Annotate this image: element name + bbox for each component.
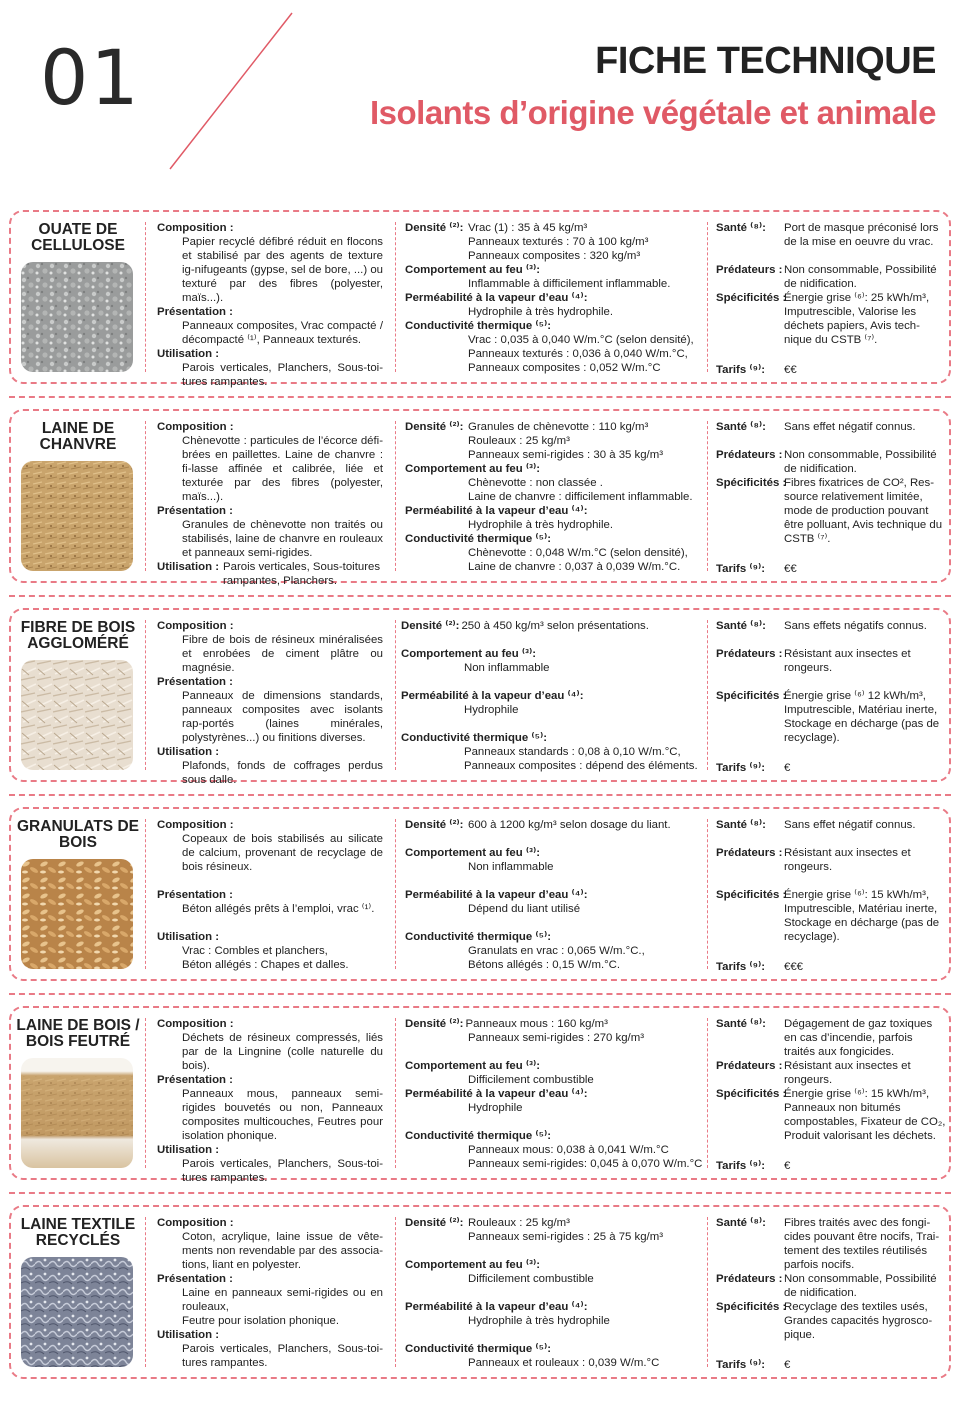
divider [707,421,708,571]
composition-text: Coton, acrylique, laine issue de vête-ments non revendable par des associa-tions, liant en polyester. [182,1231,383,1271]
composition-column [157,221,383,389]
spec-label-text: Spécificités : [716,292,787,304]
spec-text: Recyclage des textiles usés, Grandes capacités hygrosco-pique. [784,1301,933,1341]
utilisation-text: Vrac : Combles et planchers, [182,945,328,957]
row-row [716,363,797,377]
composition-label-text: Composition : [157,1018,234,1030]
sante-text: Fibres traités avec des fongi-cides pouvant être nocifs, Trai-tement des textiles réutilisés parfois nocifs. [784,1217,940,1271]
pred-label-text: Prédateurs : [716,264,783,276]
densite-label-text: Densité ⁽²⁾: [405,819,464,831]
row-row [716,1216,946,1272]
composition-text: Déchets de résineux compressés, liés par de la Lingnine (colle naturelle du bois). [182,1032,383,1072]
tarif-text: €€€ [784,961,804,973]
properties-column [401,619,699,773]
row-row [716,1017,946,1059]
feu-text: Chènevotte : non classée . [468,477,603,489]
sante-label-text: Santé ⁽⁸⁾: [716,421,766,433]
conduct-1-text: Chènevotte : 0,048 W/m.°C (selon densité), [468,547,688,559]
densite-3-text: Panneaux semi-rigides : 30 à 35 kg/m³ [468,449,664,461]
row-row [716,960,803,974]
presentation-label-text: Présentation : [157,676,233,688]
composition-column [157,1216,383,1370]
composition-label-text: Composition : [157,819,234,831]
densite-1-text: Rouleaux : 25 kg/m³ [468,1217,570,1229]
specs-column [716,619,946,774]
densite-2-text: Panneaux texturés : 70 à 100 kg/m³ [468,236,649,248]
specs-column [716,1216,946,1371]
conduct-2-text: Panneaux semi-rigides: 0,045 à 0,070 W/m.°C [468,1158,703,1170]
tarif-text: €€ [784,563,797,575]
divider [145,1217,146,1367]
specs-column [716,221,946,376]
presentation-text: Béton allégés prêts à l’emploi, vrac ⁽¹⁾. [182,903,375,915]
conduct-label-text: Conductivité thermique ⁽⁵⁾: [405,1130,552,1142]
feu-label-text: Comportement au feu ⁽³⁾: [405,1259,541,1271]
divider [395,1217,396,1367]
properties-column [405,818,703,972]
chanvre-image [21,461,133,571]
divider [9,1192,951,1194]
material-card-laine-bois [9,1006,951,1184]
composition-text: Fibre de bois de résineux minéralisées et enrobées de ciment plâtre ou magnésie. [182,634,383,674]
row-row [716,818,946,832]
feu-label-text: Comportement au feu ⁽³⁾: [405,1060,541,1072]
feu-2-text: Laine de chanvre : difficilement inflammable. [468,491,693,503]
row-row [157,560,383,588]
row-row [716,846,946,874]
presentation-label-text: Présentation : [157,889,233,901]
pred-text: Résistant aux insectes et rongeurs. [784,648,911,674]
row-row [401,619,699,633]
sante-text: Sans effets négatifs connus. [784,620,927,632]
tarif-text: € [784,762,791,774]
pred-label-text: Prédateurs : [716,1273,783,1285]
tarif-label-text: Tarifs ⁽⁹⁾: [716,1160,766,1172]
tarif-label-text: Tarifs ⁽⁹⁾: [716,961,766,973]
material-name: LAINE DE BOIS / BOIS FEUTRÉ [16,1017,140,1050]
densite-1-text: Vrac (1) : 35 à 45 kg/m³ [468,222,588,234]
divider [707,1217,708,1367]
sante-text: Dégagement de gaz toxiques en cas d’incendie, parfois traités aux fongicides. [784,1018,933,1058]
presentation-label-text: Présentation : [157,1074,233,1086]
densite-label-text: Densité ⁽²⁾: [405,1217,464,1229]
spec-label-text: Spécificités : [716,690,787,702]
spec-text: Fibres fixatrices de CO², Res-source relativement limitée, mode de production pouvant être polluant, Avis technique du CSTB ⁽⁷⁾. [784,477,943,545]
conduct-2-text: Panneaux texturés : 0,036 à 0,040 W/m.°C, [468,348,688,360]
composition-column [157,1017,383,1185]
conduct-3-text: Panneaux composites : 0,052 W/m.°C [468,362,661,374]
material-name: FIBRE DE BOIS AGGLOMÉRÉ [20,619,136,652]
row-row [716,1300,946,1342]
vapeur-text: Dépend du liant utilisé [468,903,581,915]
page-title: FICHE TECHNIQUE [595,40,936,82]
conduct-label-text: Conductivité thermique ⁽⁵⁾: [405,1343,552,1355]
composition-label-text: Composition : [157,421,234,433]
material-name: GRANULATS DE BOIS [17,818,139,851]
divider [145,620,146,770]
conduct-1-text: Panneaux standards : 0,08 à 0,10 W/m.°C, [464,746,681,758]
cellulose-image [21,262,133,372]
row-row [716,761,790,775]
properties-column [405,420,703,574]
vapeur-label-text: Perméabilité à la vapeur d’eau ⁽⁴⁾: [405,505,588,517]
row-row [716,420,946,434]
divider [395,421,396,571]
divider [395,222,396,372]
sante-label-text: Santé ⁽⁸⁾: [716,819,766,831]
tarif-text: € [784,1160,791,1172]
densite-1-text: 250 à 450 kg/m³ selon présentations. [461,620,649,632]
densite-label-text: Densité ⁽²⁾: [405,222,464,234]
utilisation-text: Parois verticales, Planchers, Sous-toi-tures rampantes. [182,1158,383,1184]
divider [145,1018,146,1168]
densite-label-text: Densité ⁽²⁾: [405,421,464,433]
densite-1-text: 600 à 1200 kg/m³ selon dosage du liant. [468,819,671,831]
utilisation-label-text: Utilisation : [157,746,220,758]
pred-label-text: Prédateurs : [716,847,783,859]
presentation-label-text: Présentation : [157,306,233,318]
sante-text: Sans effet négatif connus. [784,819,916,831]
utilisation-2-text: Béton allégés : Chapes et dalles. [182,959,349,971]
presentation-text: Laine en panneaux semi-rigides ou en rouleaux, [182,1287,383,1313]
densite-2-text: Panneaux semi-rigides : 25 à 75 kg/m³ [468,1231,664,1243]
specs-column [716,818,946,973]
pred-text: Résistant aux insectes et rongeurs. [784,847,911,873]
vapeur-label-text: Perméabilité à la vapeur d’eau ⁽⁴⁾: [405,1301,588,1313]
utilisation-text: Parois verticales, Planchers, Sous-toi-tures rampantes. [182,1343,383,1369]
textile-image [21,1257,133,1367]
material-card-cellulose [9,210,951,388]
divider [707,222,708,372]
presentation-label-text: Présentation : [157,1273,233,1285]
vapeur-text: Hydrophile à très hydrophile [468,1315,610,1327]
utilisation-label-text: Utilisation : [157,931,220,943]
utilisation-label-text: Utilisation : [157,1144,220,1156]
feu-label-text: Comportement au feu ⁽³⁾: [405,463,541,475]
presentation-label-text: Présentation : [157,505,233,517]
material-card-fibre-bois [9,608,951,786]
conduct-label-text: Conductivité thermique ⁽⁵⁾: [405,533,552,545]
tarif-label-text: Tarifs ⁽⁹⁾: [716,762,766,774]
divider [9,595,951,597]
densite-1-text: Granules de chènevotte : 110 kg/m³ [468,421,649,433]
feu-label-text: Comportement au feu ⁽³⁾: [401,648,537,660]
row-row [405,818,703,832]
material-name: OUATE DE CELLULOSE [31,221,125,254]
specs-column [716,1017,946,1172]
vapeur-label-text: Perméabilité à la vapeur d’eau ⁽⁴⁾: [405,1088,588,1100]
material-card-chanvre [9,409,951,587]
densite-2-text: Rouleaux : 25 kg/m³ [468,435,570,447]
feu-text: Difficilement combustible [468,1273,594,1285]
spec-label-text: Spécificités : [716,1301,787,1313]
composition-label-text: Composition : [157,222,234,234]
sante-text: Sans effet négatif connus. [784,421,916,433]
feu-label-text: Comportement au feu ⁽³⁾: [405,847,541,859]
sante-label-text: Santé ⁽⁸⁾: [716,222,766,234]
row-row [716,1059,946,1087]
pred-text: Résistant aux insectes et rongeurs. [784,1060,911,1086]
densite-2-text: Panneaux semi-rigides : 270 kg/m³ [468,1032,645,1044]
vapeur-label-text: Perméabilité à la vapeur d’eau ⁽⁴⁾: [405,292,588,304]
composition-text: Chènevotte : particules de l’écorce défi-brées en paillettes. Laine de chanvre : fi-lasse affinée et calibrée, liée et texturée par des fibres (polyester, maïs...). [182,435,383,503]
feu-text: Difficilement combustible [468,1074,594,1086]
divider [145,222,146,372]
row-row [405,1216,703,1230]
divider [145,421,146,571]
tarif-label-text: Tarifs ⁽⁹⁾: [716,1359,766,1371]
divider [9,396,951,398]
spec-text: Énergie grise ⁽⁶⁾: 25 kWh/m³, Imputrescible, Valorise les déchets papiers, Avis tech-nique du CSTB ⁽⁷⁾. [784,292,930,346]
feu-text: Inflammable à difficilement inflammable. [468,278,671,290]
tarif-text: €€ [784,364,797,376]
vapeur-text: Hydrophile [464,704,519,716]
composition-column [157,619,383,787]
sante-label-text: Santé ⁽⁸⁾: [716,1018,766,1030]
densite-1-text: Panneaux mous : 160 kg/m³ [465,1018,608,1030]
row-row [716,1358,790,1372]
row-row [405,221,703,235]
utilisation-label-text: Utilisation : [157,561,220,573]
presentation-text: Panneaux de dimensions standards, panneaux composites avec isolants rap-portés (laines minérales, polystyrènes...) ou finitions diverses. [182,690,383,744]
sante-text: Port de masque préconisé lors de la mise en oeuvre du vrac. [784,222,939,248]
composition-column [157,420,383,588]
presentation-text: Panneaux mous, panneaux semi-rigides bouvetés ou non, Panneaux composites multicouches, Feutres pour isolation phonique. [182,1088,383,1142]
pred-text: Non consommable, Possibilité de nidification. [784,264,937,290]
tarif-text: € [784,1359,791,1371]
conduct-2-text: Laine de chanvre : 0,037 à 0,039 W/m.°C. [468,561,681,573]
densite-3-text: Panneaux composites : 320 kg/m³ [468,250,641,262]
specs-column [716,420,946,575]
divider [9,794,951,796]
fibre-bois-image [21,660,133,770]
spec-text: Énergie grise ⁽⁶⁾ 12 kWh/m³, Imputrescible, Matériau inerte, Stockage en décharge (pas de recyclage). [784,690,940,744]
utilisation-text: Plafonds, fonds de coffrages perdus sous dalle. [182,760,383,786]
pred-label-text: Prédateurs : [716,449,783,461]
properties-column [405,1216,703,1370]
conduct-1-text: Granulats en vrac : 0,065 W/m.°C., [468,945,645,957]
granulats-image [21,859,133,969]
utilisation-label-text: Utilisation : [157,1329,220,1341]
conduct-1-text: Panneaux et rouleaux : 0,039 W/m.°C [468,1357,660,1369]
sante-label-text: Santé ⁽⁸⁾: [716,1217,766,1229]
divider [707,1018,708,1168]
divider [707,819,708,969]
row-row [716,1159,790,1173]
row-row [716,1087,946,1143]
material-card-granulats [9,807,951,981]
composition-label-text: Composition : [157,1217,234,1229]
spec-label-text: Spécificités : [716,1088,787,1100]
row-row [716,562,797,576]
divider [707,620,708,770]
utilisation-text: Parois verticales, Sous-toitures rampantes, Planchers. [223,561,381,587]
composition-text: Copeaux de bois stabilisés au silicate de calcium, provenant de recyclage de bois résineux. [182,833,383,873]
page-subtitle: Isolants d’origine végétale et animale [369,94,936,131]
laine-bois-image [21,1058,133,1168]
conduct-label-text: Conductivité thermique ⁽⁵⁾: [405,320,552,332]
conduct-1-text: Vrac : 0,035 à 0,040 W/m.°C (selon densité), [468,334,694,346]
pred-label-text: Prédateurs : [716,648,783,660]
sante-label-text: Santé ⁽⁸⁾: [716,620,766,632]
row-row [716,619,946,633]
presentation-2-text: Feutre pour isolation phonique. [182,1315,340,1327]
utilisation-text: Parois verticales, Planchers, Sous-toi-tures rampantes. [182,362,383,388]
pred-text: Non consommable, Possibilité de nidification. [784,1273,937,1299]
divider [395,620,396,770]
row-row [716,476,946,546]
tarif-label-text: Tarifs ⁽⁹⁾: [716,364,766,376]
row-row [716,647,946,675]
composition-text: Papier recyclé défibré réduit en flocons et stabilisé par des agents de texture ig-nifugeants (gypse, sel de bore, ...) ou texturé par des fibres (polyester, maïs...). [182,236,383,304]
row-row [716,448,946,476]
divider [9,993,951,995]
properties-column [405,1017,703,1171]
decorative-slash [0,0,962,180]
spec-text: Énergie grise ⁽⁶⁾: 15 kWh/m³, Imputrescible, Matériau inerte, Stockage en décharge (pas de recyclage). [784,889,940,943]
material-card-textile [9,1205,951,1379]
presentation-text: Panneaux composites, Vrac compacté / décompacté ⁽¹⁾, Panneaux texturés. [182,320,383,346]
row-row [716,1272,946,1300]
pred-text: Non consommable, Possibilité de nidification. [784,449,937,475]
vapeur-text: Hydrophile à très hydrophile. [468,306,613,318]
row-row [405,1017,703,1031]
densite-label-text: Densité ⁽²⁾: [401,620,460,632]
row-row [716,263,946,291]
presentation-text: Granules de chènevotte non traités ou stabilisés, laine de chanvre en rouleaux et panneaux semi-rigides. [182,519,383,559]
properties-column [405,221,703,375]
vapeur-label-text: Perméabilité à la vapeur d’eau ⁽⁴⁾: [401,690,584,702]
pred-label-text: Prédateurs : [716,1060,783,1072]
conduct-2-text: Bétons allégés : 0,15 W/m.°C. [468,959,621,971]
conduct-label-text: Conductivité thermique ⁽⁵⁾: [405,931,552,943]
vapeur-text: Hydrophile à très hydrophile. [468,519,613,531]
row-row [716,291,946,347]
page-number: 01 [40,33,141,122]
spec-text: Énergie grise ⁽⁶⁾: 15 kWh/m³, Panneaux non bitumés compostables, Fixateur de CO₂, Produit valorisant les déchets. [784,1088,946,1142]
densite-label-text: Densité ⁽²⁾: [405,1018,464,1030]
conduct-2-text: Panneaux composites : dépend des éléments. [464,760,698,772]
divider [395,819,396,969]
composition-column [157,818,383,972]
composition-label-text: Composition : [157,620,234,632]
conduct-label-text: Conductivité thermique ⁽⁵⁾: [401,732,548,744]
vapeur-text: Hydrophile [468,1102,523,1114]
row-row [716,888,946,944]
spec-label-text: Spécificités : [716,889,787,901]
feu-text: Non inflammable [468,861,554,873]
spec-label-text: Spécificités : [716,477,787,489]
divider [145,819,146,969]
feu-text: Non inflammable [464,662,550,674]
tarif-label-text: Tarifs ⁽⁹⁾: [716,563,766,575]
row-row [716,221,946,249]
vapeur-label-text: Perméabilité à la vapeur d’eau ⁽⁴⁾: [405,889,588,901]
row-row [405,420,703,434]
divider [395,1018,396,1168]
feu-label-text: Comportement au feu ⁽³⁾: [405,264,541,276]
material-name: LAINE DE CHANVRE [39,420,117,453]
conduct-1-text: Panneaux mous: 0,038 à 0,041 W/m.°C [468,1144,669,1156]
utilisation-label-text: Utilisation : [157,348,220,360]
material-name: LAINE TEXTILE RECYCLÉS [20,1216,136,1249]
row-row [716,689,946,745]
